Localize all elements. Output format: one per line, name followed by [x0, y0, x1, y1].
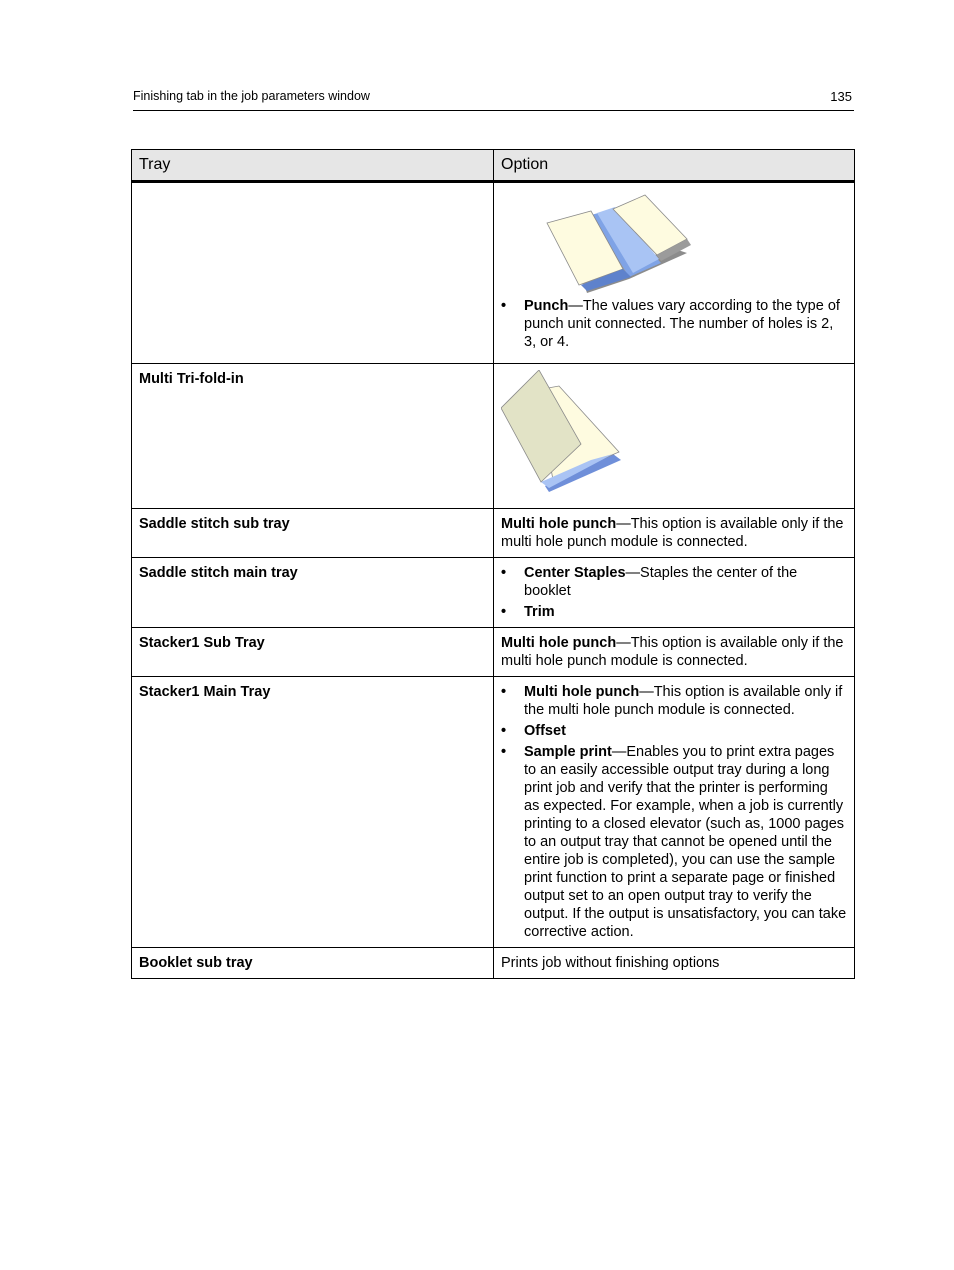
- option-cell: [494, 677, 855, 948]
- tri-fold-out-illustration: [501, 189, 701, 297]
- header-title: Finishing tab in the job parameters window: [133, 89, 370, 103]
- option-cell: [494, 628, 855, 677]
- list-item: [501, 722, 847, 740]
- tray-cell: Booklet sub tray: [132, 948, 494, 979]
- table-header-row: [132, 150, 855, 182]
- option-cell: [494, 558, 855, 628]
- option-description: —The values vary according to the type of punch unit connected. The number of holes is 2, 3, or 4.: [524, 298, 840, 350]
- list-item: [501, 743, 847, 941]
- option-term: Multi hole punch: [501, 635, 617, 651]
- table-row: [132, 628, 855, 677]
- option-term: Sample print: [524, 744, 612, 760]
- option-cell: [494, 182, 855, 364]
- option-term: Multi hole punch: [501, 516, 617, 532]
- tray-cell: Saddle stitch sub tray: [132, 509, 494, 558]
- option-cell: Prints job without finishing options: [494, 948, 855, 979]
- tri-fold-out-figure: [501, 189, 847, 297]
- option-description: —This option is available only if the multi hole punch module is connected.: [501, 516, 844, 550]
- option-bullet-list: [501, 297, 847, 351]
- list-item: [501, 603, 847, 621]
- tray-cell: Saddle stitch main tray: [132, 558, 494, 628]
- tri-fold-in-illustration: [501, 370, 631, 498]
- column-header-option: Option: [494, 150, 855, 182]
- table-row: [132, 677, 855, 948]
- option-term: Center Staples: [524, 565, 626, 581]
- option-description: —Staples the center of the booklet: [524, 565, 798, 599]
- option-bullet-list: [501, 683, 847, 941]
- option-term: Offset: [524, 723, 566, 739]
- option-term: Trim: [524, 604, 555, 620]
- list-item: [501, 564, 847, 600]
- option-cell: [494, 364, 855, 509]
- option-term: Multi hole punch: [524, 684, 640, 700]
- option-description: —This option is available only if the multi hole punch module is connected.: [524, 684, 843, 718]
- tray-cell: [132, 182, 494, 364]
- option-description: —This option is available only if the multi hole punch module is connected.: [501, 635, 844, 669]
- finishing-options-table: [131, 149, 855, 979]
- page-number: 135: [830, 89, 852, 104]
- list-item: [501, 683, 847, 719]
- table-row: [132, 182, 855, 364]
- page-header: [133, 88, 854, 111]
- list-item: [501, 297, 847, 351]
- option-cell: [494, 509, 855, 558]
- tray-cell: Multi Tri-fold-in: [132, 364, 494, 509]
- table-row: [132, 364, 855, 509]
- table-row: [132, 948, 855, 979]
- tri-fold-in-figure: [501, 370, 847, 498]
- column-header-tray: Tray: [132, 150, 494, 182]
- table-row: [132, 509, 855, 558]
- tray-cell: Stacker1 Sub Tray: [132, 628, 494, 677]
- table-row: [132, 558, 855, 628]
- option-term: Punch: [524, 298, 569, 314]
- option-description: —Enables you to print extra pages to an easily accessible output tray during a long print job and verify that the printer is performing as expected. For example, when a job is currently printing to a closed elevator (such as, 1000 pages to an output tray that cannot be opened until the entire job is completed), you can use the sample print function to print a separate page or finished output set to an open output tray to verify the output. If the output is unsatisfactory, you can take corrective action.: [524, 744, 847, 940]
- tray-cell: Stacker1 Main Tray: [132, 677, 494, 948]
- option-bullet-list: [501, 564, 847, 621]
